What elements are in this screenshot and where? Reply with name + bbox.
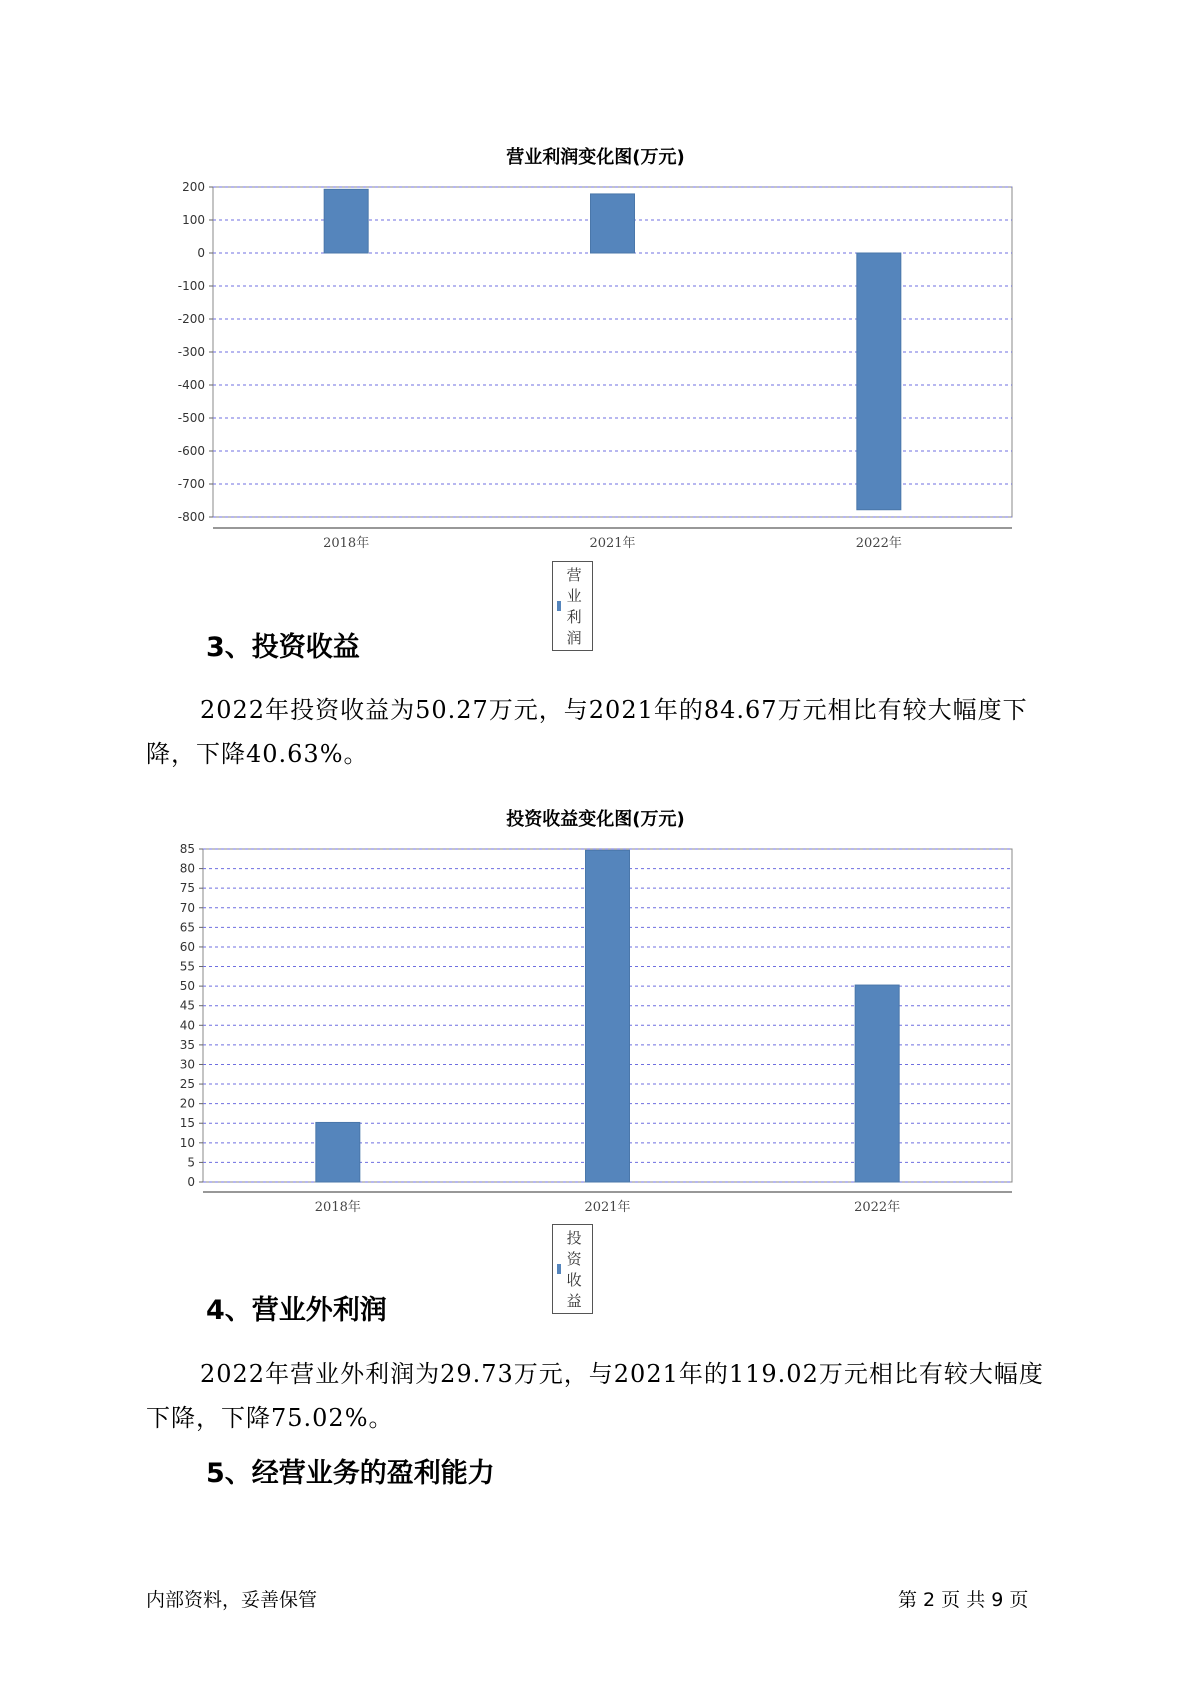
x-tick-label: 2021年 xyxy=(584,1200,631,1215)
y-tick-label: 85 xyxy=(179,842,195,856)
bar-2022年 xyxy=(855,985,899,1182)
x-tick-label: 2018年 xyxy=(323,536,370,551)
y-tick-label: 60 xyxy=(179,939,195,954)
y-tick-label: -300 xyxy=(177,345,205,359)
footer-right: 第 2 页 共 9 页 xyxy=(898,1589,1029,1611)
y-tick-label: -800 xyxy=(177,510,205,524)
legend-label: 投资收益 xyxy=(566,1229,582,1310)
y-tick-label: 40 xyxy=(179,1018,195,1033)
y-tick-label: 30 xyxy=(179,1057,195,1072)
y-tick-label: -600 xyxy=(177,444,205,458)
legend-label: 营业利润 xyxy=(566,566,582,647)
y-tick-label: 25 xyxy=(179,1077,195,1092)
x-tick-label: 2018年 xyxy=(314,1200,361,1215)
y-tick-label: 0 xyxy=(197,246,205,260)
y-tick-label: -400 xyxy=(177,378,205,392)
section-text-4: 2022年营业外利润为29.73万元，与2021年的119.02万元相比有较大幅度下降，下降75.02%。 xyxy=(146,1360,1044,1432)
y-tick-label: 65 xyxy=(179,920,195,935)
bar-2021年 xyxy=(586,850,630,1182)
y-tick-label: -700 xyxy=(177,477,205,491)
section-heading-3: 3、投资收益 xyxy=(206,632,360,663)
y-tick-label: 10 xyxy=(179,1135,195,1150)
y-tick-label: 45 xyxy=(179,998,195,1013)
y-tick-label: 35 xyxy=(179,1037,195,1052)
y-tick-label: 55 xyxy=(179,959,195,974)
chart-title: 营业利润变化图(万元) xyxy=(506,147,685,168)
y-tick-label: 70 xyxy=(179,900,195,915)
chart-title: 投资收益变化图(万元) xyxy=(506,809,685,830)
chart-legend xyxy=(552,1224,593,1314)
y-tick-label: 15 xyxy=(179,1116,195,1131)
section-heading-4: 4、营业外利润 xyxy=(206,1295,387,1326)
y-tick-label: -500 xyxy=(177,411,205,425)
x-tick-label: 2021年 xyxy=(589,536,636,551)
y-tick-label: 50 xyxy=(179,979,195,994)
legend-swatch xyxy=(557,1264,561,1274)
y-tick-label: 200 xyxy=(182,180,205,194)
y-tick-label: 100 xyxy=(182,213,205,227)
x-tick-label: 2022年 xyxy=(854,1200,901,1215)
footer-left: 内部资料，妥善保管 xyxy=(146,1589,318,1611)
section-text-3: 2022年投资收益为50.27万元，与2021年的84.67万元相比有较大幅度下降，下降40.63%。 xyxy=(146,696,1028,768)
y-tick-label: 20 xyxy=(179,1096,195,1111)
x-tick-label: 2022年 xyxy=(855,536,902,551)
section-heading-5: 5、经营业务的盈利能力 xyxy=(206,1458,495,1489)
y-tick-label: 75 xyxy=(179,881,195,896)
bar-2018年 xyxy=(316,1122,360,1182)
y-tick-label: -200 xyxy=(177,312,205,326)
y-tick-label: -100 xyxy=(177,279,205,293)
y-tick-label: 0 xyxy=(187,1175,195,1189)
y-tick-label: 80 xyxy=(179,861,195,876)
y-tick-label: 5 xyxy=(187,1155,195,1170)
